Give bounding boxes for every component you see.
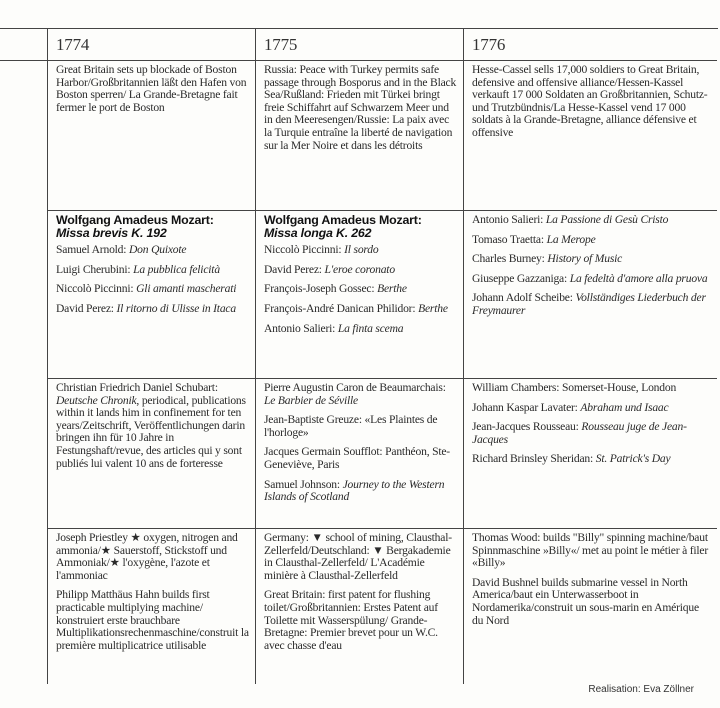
culture-entry [264, 382, 457, 407]
science-entry [472, 577, 711, 627]
work-title: Journey to the Western Islands of Scotland [264, 477, 445, 504]
author-name: Samuel Johnson: [264, 477, 343, 491]
chronology-table [0, 28, 718, 684]
work-title: Il ritorno di Ulisse in Itaca [116, 301, 236, 315]
music-1775 [256, 211, 464, 379]
author-name: Christian Friedrich Daniel Schubart: [56, 381, 218, 394]
year-1775: 1775 [256, 29, 464, 61]
music-entry [264, 283, 457, 296]
entry-text: Sauerstoff, Stickstoff und Ammoniak/ [56, 543, 227, 570]
work-title: Don Quixote [129, 243, 187, 257]
music-entry [472, 253, 711, 266]
science-1774 [48, 529, 256, 684]
composer-name: David Perez: [264, 262, 325, 276]
culture-1775 [256, 379, 464, 529]
music-entry [472, 292, 711, 317]
culture-1776 [464, 379, 717, 529]
science-entry [56, 589, 249, 652]
culture-entry [472, 421, 711, 446]
music-entry [264, 303, 457, 316]
entry-text: school of mining, Clausthal-Zellerfeld/Deutschland: [264, 531, 452, 557]
star-icon: ★ [100, 543, 111, 557]
headline-work [264, 214, 457, 239]
work-title: Berthe [377, 282, 407, 296]
margin-cell [0, 29, 48, 61]
work-title: Gli amanti mascherati [136, 282, 237, 296]
entry-text: l'oxygène, l'azote et l'ammoniac [56, 556, 210, 582]
author-name: Richard Brinsley Sheridan: [472, 452, 596, 466]
composer-name: Antonio Salieri: [472, 213, 546, 226]
culture-entry [264, 446, 457, 471]
work-description: , periodical, publications within it lands him in confinement for ten years/Zeitschrift, Veröffentlichungen darin bringen ihn für 10 Jahre in Festungshaft/revue, des articles qui y sont publiés lui valent 10 ans de forteresse [56, 393, 246, 470]
work-description: Panthéon, Ste-Geneviève, Paris [264, 445, 450, 471]
music-entry [56, 283, 249, 296]
culture-entry [264, 414, 457, 439]
composer-name: François-André Danican Philidor: [264, 301, 419, 315]
science-1775 [256, 529, 464, 684]
work-title: La Merope [546, 232, 596, 246]
year-1774: 1774 [48, 29, 256, 61]
composer-name: Luigi Cherubini: [56, 262, 134, 276]
work-title: La finta scema [337, 321, 404, 335]
triangle-down-icon: ▼ [372, 543, 384, 557]
science-entry [56, 532, 249, 582]
work-title: Il sordo [344, 243, 379, 257]
composer-name: Niccolò Piccinni: [264, 243, 345, 257]
politics-1774: Great Britain sets up blockade of Boston Harbor/Großbritannien läßt den Hafen von Boston sperren/ La Grande-Bretagne fait fermer le port de Boston [48, 61, 256, 211]
work-title: Missa longa K. 262 [264, 225, 372, 240]
music-entry [472, 234, 711, 247]
headline-work [56, 214, 249, 239]
music-entry [264, 323, 457, 336]
work-title: Rousseau juge de Jean-Jacques [472, 420, 687, 446]
work-title: Le Barbier de Séville [264, 393, 358, 407]
triangle-down-icon: ▼ [311, 531, 323, 544]
composer-name: François-Joseph Gossec: [264, 282, 378, 296]
work-title: La Passione di Gesù Cristo [545, 213, 669, 226]
music-entry [264, 244, 457, 257]
work-description: Somerset-House, London [561, 381, 677, 394]
entry-text: Bergakademie in Clausthal-Zellerfeld/ L'Académie minière à Clausthal-Zellerfeld [264, 543, 451, 582]
culture-entry [472, 382, 711, 395]
culture-entry [56, 382, 249, 470]
composer-name: Niccolò Piccinni: [56, 282, 137, 296]
author-name: Jean-Baptiste Greuze: [264, 413, 365, 427]
composer-name: Wolfgang Amadeus Mozart: [56, 213, 214, 227]
culture-1774 [48, 379, 256, 529]
margin-cell [0, 211, 48, 379]
star-icon: ★ [109, 556, 120, 570]
author-name: Johann Kaspar Lavater: [472, 400, 581, 414]
work-title: La fedeltà d'amore alla pruova [569, 271, 708, 285]
author-name: Jean-Jacques Rousseau: [472, 420, 582, 434]
work-title: Deutsche Chronik [56, 393, 137, 407]
credit-line: Realisation: Eva Zöllner [588, 684, 694, 695]
entry-text: David Bushnel builds submarine vessel in North America/baut ein Unterwasserboot in Nordamerika/construit un sous-marin en Amérique du Nord [472, 575, 699, 627]
work-title: Missa brevis K. 192 [56, 225, 167, 240]
star-icon: ★ [130, 531, 141, 544]
work-title: La pubblica felicità [133, 262, 220, 276]
entry-text: Joseph Priestley [56, 531, 131, 544]
politics-1775: Russia: Peace with Turkey permits safe passage through Bosporus and in the Black Sea/Rußland: Frieden mit Türkei bringt freie Schiffahrt auf Schwarzem Meer und in den Meeresengen/Russie: La paix avec la Turquie entraîne la liberté de navigation sur la Mer Noire et dans les détroits [256, 61, 464, 211]
science-entry [264, 532, 457, 582]
culture-entry [472, 453, 711, 466]
entry-text: Germany: [264, 531, 312, 544]
music-entry [472, 214, 711, 227]
science-entry [264, 589, 457, 652]
work-title: History of Music [547, 252, 623, 266]
work-title: Berthe [418, 301, 448, 315]
margin-cell [0, 379, 48, 529]
music-entry [56, 264, 249, 277]
author-name: Pierre Augustin Caron de Beaumarchais: [264, 381, 446, 394]
politics-1776: Hesse-Cassel sells 17,000 soldiers to Great Britain, defensive and offensive alliance/Hessen-Kassel verkauft 17 000 Soldaten an Großbritannien, Schutz- und Trutzbündnis/La Hesse-Kassel vend 17 000 soldats à la Grande-Bretagne, alliance défensive et offensive [464, 61, 717, 211]
composer-name: Samuel Arnold: [56, 243, 129, 257]
year-1776: 1776 [464, 29, 717, 61]
music-1776 [464, 211, 717, 379]
entry-text: oxygen, nitrogen and ammonia/ [56, 531, 238, 557]
music-entry [56, 303, 249, 316]
entry-text: Thomas Wood: builds "Billy" spinning machine/baut Spinnmaschine »Billy«/ met au point le métier à filer «Billy» [472, 531, 709, 570]
author-name: William Chambers: [472, 381, 562, 394]
work-title: St. Patrick's Day [595, 452, 671, 466]
author-name: Jacques Germain Soufflot: [264, 445, 386, 459]
work-description: «Les Plaintes de l'horloge» [264, 413, 438, 439]
science-entry [472, 532, 711, 570]
margin-cell [0, 529, 48, 684]
music-entry [264, 264, 457, 277]
entry-text: Philipp Matthäus Hahn builds first practicable multiplying machine/ konstruiert erste brauchbare Multiplikationsrechenmaschine/construit la première multiplicatrice utilisable [56, 588, 249, 652]
entry-text: Great Britain: first patent for flushing toilet/Großbritannien: Erstes Patent auf Toilette mit Wasserspülung/ Grande-Bretagne: Premier brevet pour un W.C. avec chasse d'eau [264, 588, 438, 652]
composer-name: Johann Adolf Scheibe: [472, 291, 576, 305]
music-1774 [48, 211, 256, 379]
work-title: Abraham und Isaac [580, 400, 669, 414]
work-title: Vollständiges Liederbuch der Freymaurer [472, 291, 706, 317]
composer-name: Tomaso Traetta: [472, 232, 547, 246]
margin-cell [0, 61, 48, 211]
composer-name: Antonio Salieri: [264, 321, 338, 335]
composer-name: Wolfgang Amadeus Mozart: [264, 213, 422, 227]
culture-entry [264, 479, 457, 504]
composer-name: Charles Burney: [472, 252, 548, 266]
composer-name: Giuseppe Gazzaniga: [472, 271, 570, 285]
culture-entry [472, 402, 711, 415]
work-title: L'eroe coronato [324, 262, 395, 276]
music-entry [472, 273, 711, 286]
composer-name: David Perez: [56, 301, 117, 315]
music-entry [56, 244, 249, 257]
science-1776 [464, 529, 717, 684]
